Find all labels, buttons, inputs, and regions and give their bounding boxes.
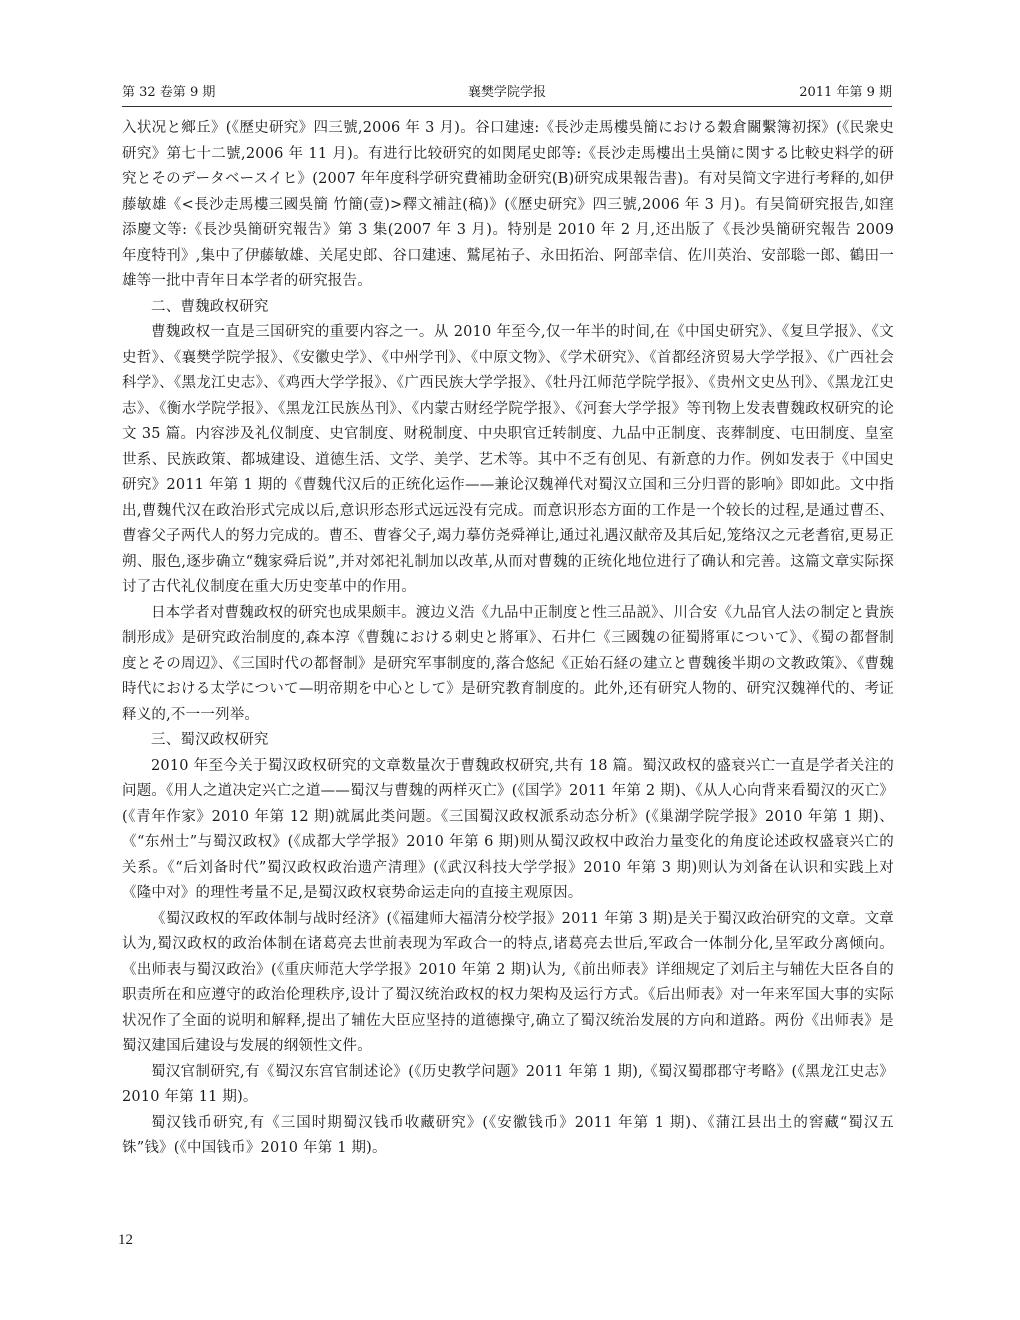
paragraph-shu-han-military: 《蜀汉政权的军政体制与战时经济》(《福建师大福清分校学报》2011 年第 3 期)是关于蜀汉政治研究的文章。文章认为,蜀汉政权的政治体制在诸葛亮去世前表现为军政合一的特点,诸葛亮去世后,军政合一体制分化,呈军政分离倾向。《出师表与蜀汉政治》(《重庆师范大学学报》2010 年第 2 期)认为,《前出师表》详细规定了刘后主与辅佐大臣各自的职责所在和应遵守的政治伦理秩序,设计了蜀汉统治政权的权力架构及运行方式。《后出师表》对一年来军国大事的实际状况作了全面的说明和解释,提出了辅佐大臣应坚持的道德操守,确立了蜀汉统治发展的方向和道路。两份《出师表》是蜀汉建国后建设与发展的纲领性文件。 bbox=[122, 910, 894, 1054]
header-volume-issue: 第 32 卷第 9 期 bbox=[122, 85, 216, 100]
running-header bbox=[122, 80, 892, 107]
paragraph-continued: 入状况と鄉丘》(《歷史研究》四三號,2006 年 3 月)。谷口建速:《長沙走馬樓吳簡における穀倉關繫簿初探》(《民衆史研究》第七十二號,2006 年 11 月)。有进行比较研究的如関尾史郎等:《長沙走馬樓出土吳簡に関する比較史料学的研究とそのデータベースイヒ》(2007 年年度科学研究費補助金研究(B)研究成果報告書)。有对吴简文字进行考释的,如伊藤敏雄《<長沙走馬樓三國吳簡 竹簡(壹)>釋文補註(稿)》(《歷史研究》四三號,2006 年 3 月)。有吴简研究报告,如窪添慶文等:《長沙吳簡研究報告》第 3 集(2007 年 3 月)。特别是 2010 年 2 月,还出版了《長沙吳簡研究報告 2009 年度特刊》,集中了伊藤敏雄、关尾史郎、谷口建速、鷲尾祐子、永田拓治、阿部幸信、佐川英治、安部聡一郎、鶴田一雄等一批中青年日本学者的研究报告。 bbox=[122, 120, 894, 289]
paragraph-shu-han-coins: 蜀汉钱币研究,有《三国时期蜀汉钱币收藏研究》(《安徽钱币》2011 年第 1 期)、《蒲江县出土的窖藏“蜀汉五铢”钱》(《中国钱币》2010 年第 1 期)。 bbox=[122, 1114, 894, 1156]
paragraph-shu-han-overview: 2010 年至今关于蜀汉政权研究的文章数量次于曹魏政权研究,共有 18 篇。蜀汉政权的盛衰兴亡一直是学者关注的问题。《用人之道决定兴亡之道——蜀汉与曹魏的两样灭亡》(《国学》2011 年第 2 期)、《从人心向背来看蜀汉的灭亡》(《青年作家》2010 年第 12 期)就属此类问题。《三国蜀汉政权派系动态分析》(《巢湖学院学报》2010 年第 1 期)、《“东州士”与蜀汉政权》(《成都大学学报》2010 年第 6 期)则从蜀汉政权中政治力量变化的角度论述政权盛衰兴亡的关系。《“后刘备时代”蜀汉政权政治遗产清理》(《武汉科技大学学报》2010 年第 3 期)则认为刘备在认识和实践上对《隆中对》的理性考量不足,是蜀汉政权衰势命运走向的直接主观原因。 bbox=[122, 757, 894, 901]
paragraph-cao-wei-overview: 曹魏政权一直是三国研究的重要内容之一。从 2010 年至今,仅一年半的时间,在《中国史研究》、《复旦学报》、《文史哲》、《襄樊学院学报》、《安徽史学》、《中州学刊》、《中原文物》、《学术研究》、《首都经济贸易大学学报》、《广西社会科学》、《黑龙江史志》、《鸡西大学学报》、《广西民族大学学报》、《牡丹江师范学院学报》、《贵州文史丛刊》、《黑龙江史志》、《衡水学院学报》、《黑龙江民族丛刊》、《内蒙古财经学院学报》、《河套大学学报》等刊物上发表曹魏政权研究的论文 35 篇。内容涉及礼仪制度、史官制度、财税制度、中央职官迁转制度、九品中正制度、丧葬制度、屯田制度、皇室世系、民族政策、都城建设、道德生活、文学、美学、艺术等。其中不乏有创见、有新意的力作。例如发表于《中国史研究》2011 年第 1 期的《曹魏代汉后的正统化运作——兼论汉魏禅代对蜀汉立国和三分归晋的影响》即如此。文中指出,曹魏代汉在政治形式完成以后,意识形态形式远远没有完成。而意识形态方面的工作是一个较长的过程,是通过曹丕、曹睿父子两代人的努力完成的。曹丕、曹睿父子,竭力摹仿尧舜禅让,通过礼遇汉献帝及其后妃,笼络汉之元老耆宿,更易正朔、服色,逐步确立“魏家舜后说”,并对郊祀礼制加以改革,从而对曹魏的正统化地位进行了确认和完善。这篇文章实际探讨了古代礼仪制度在重大历史变革中的作用。 bbox=[122, 324, 894, 595]
article-body bbox=[122, 116, 894, 1162]
paragraph-cao-wei-japanese: 日本学者对曹魏政权的研究也成果颇丰。渡边义浩《九品中正制度と性三品説》、川合安《九品官人法の制定と貴族制形成》是研究政治制度的,森本淳《曹魏における刺史と將軍》、石井仁《三國魏の征蜀將軍について》、《蜀の都督制度とその周辺》、《三国时代の都督制》是研究军事制度的,落合悠紀《正始石経の建立と曹魏後半期の文教政策》、《曹魏時代における太学について—明帝期を中心として》是研究教育制度的。此外,还有研究人物的、研究汉魏禅代的、考证释义的,不一一列举。 bbox=[122, 604, 894, 723]
header-year-issue: 2011 年第 9 期 bbox=[799, 85, 892, 100]
header-journal-title: 襄樊学院学报 bbox=[467, 85, 546, 100]
section-heading-shu-han: 三、蜀汉政权研究 bbox=[151, 732, 269, 748]
section-heading-cao-wei: 二、曹魏政权研究 bbox=[151, 298, 269, 315]
page-number: 12 bbox=[118, 1232, 133, 1248]
paragraph-shu-han-officials: 蜀汉官制研究,有《蜀汉东宫官制述论》(《历史教学问题》2011 年第 1 期),《蜀汉蜀郡郡守考略》(《黑龙江史志》2010 年第 11 期)。 bbox=[122, 1063, 894, 1105]
